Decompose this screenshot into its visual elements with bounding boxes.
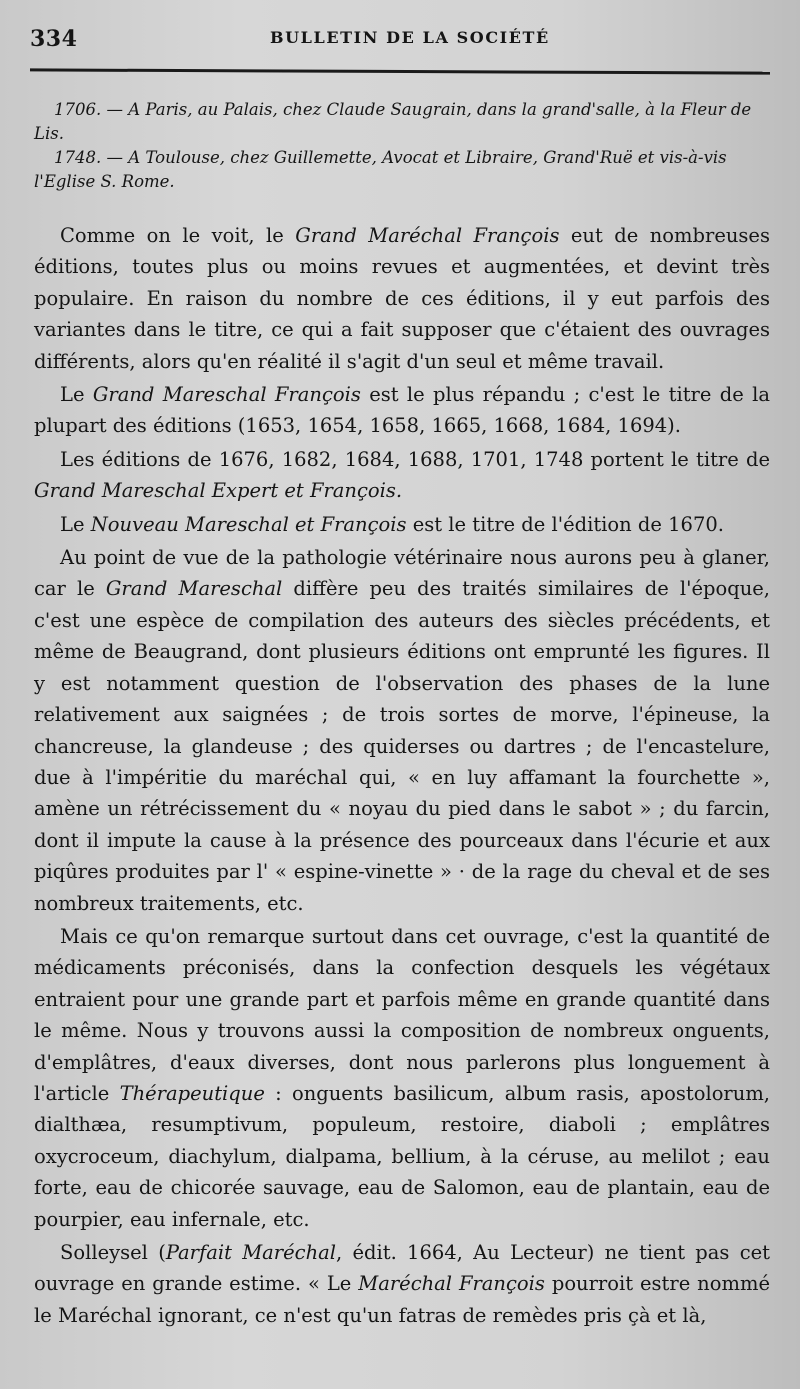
paragraph: Au point de vue de la pathologie vétérinaire nous aurons peu à glaner, car le Grand Mareschal diffère peu des traités similaires de l'époque, c'est une espèce de compilation des auteurs des siècles précédents, et même de Beaugrand, dont plusieurs éditions ont emprunté les figures. Il y est notamment question de l'observation des phases de la lune relativement aux saignées ; de trois sortes de morve, l'épineuse, la chancreuse, la glandeuse ; des quiderses ou dartres ; de l'encastelure, due à l'impéritie du maréchal qui, « en luy affamant la fourchette », amène un rétrécissement du « noyau du pied dans le sabot » ; du farcin, dont il impute la cause à la présence des pourceaux dans l'écurie et aux piqûres produites par l' « espine-vinette » · de la rage du cheval et de ses nombreux traitements, etc. (34, 546, 771, 915)
header-rule (30, 68, 770, 74)
paragraph: Les éditions de 1676, 1682, 1684, 1688, 1701, 1748 portent le titre de Grand Mareschal Expert et François. (34, 447, 770, 503)
page-number: 334 (30, 26, 78, 52)
paragraph: Solleysel (Parfait Maréchal, édit. 1664, Au Lecteur) ne tient pas cet ouvrage en grande estime. « Le Maréchal François pourroit estre nommé le Maréchal ignorant, ce n'est qu'un fatras de remèdes pris çà et là, (34, 1241, 771, 1327)
edition-note: 1748. — A Toulouse, chez Guillemette, Avocat et Libraire, Grand'Ruë et vis-à-vis l'Eglise S. Rome. (34, 148, 727, 191)
paragraph: Comme on le voit, le Grand Maréchal François eut de nombreuses éditions, toutes plus ou moins revues et augmentées, et devint très populaire. En raison du nombre de ces éditions, il y eut parfois des variantes dans le titre, ce qui a fait supposer que c'étaient des ouvrages différents, alors qu'en réalité il s'agit d'un seul et même travail. (34, 224, 770, 373)
edition-notes (34, 98, 770, 194)
body-text (34, 220, 770, 1333)
paragraph: Le Grand Mareschal François est le plus répandu ; c'est le titre de la plupart des éditions (1653, 1654, 1658, 1665, 1668, 1684, 1694). (34, 383, 770, 438)
paragraph: Le Nouveau Mareschal et François est le titre de l'édition de 1670. (60, 512, 724, 536)
page-header (30, 22, 765, 56)
edition-note: 1706. — A Paris, au Palais, chez Claude Saugrain, dans la grand'salle, à la Fleur de Lis. (34, 100, 752, 143)
running-title: BULLETIN DE LA SOCIÉTÉ (270, 28, 550, 47)
paragraph: Mais ce qu'on remarque surtout dans cet ouvrage, c'est la quantité de médicaments préconisés, dans la confection desquels les végétaux entraient pour une grande part et parfois même en grande quantité dans le même. Nous y trouvons aussi la composition de nombreux onguents, d'emplâtres, d'eaux diverses, dont nous parlerons plus longuement à l'article Thérapeutique : onguents basilicum, album rasis, apostolorum, dialthæa, resumptivum, populeum, restoire, diaboli ; emplâtres oxycroceum, diachylum, dialpama, bellium, à la céruse, au melilot ; eau forte, eau de chicorée sauvage, eau de Salomon, eau de plantain, eau de pourpier, eau infernale, etc. (34, 924, 771, 1231)
